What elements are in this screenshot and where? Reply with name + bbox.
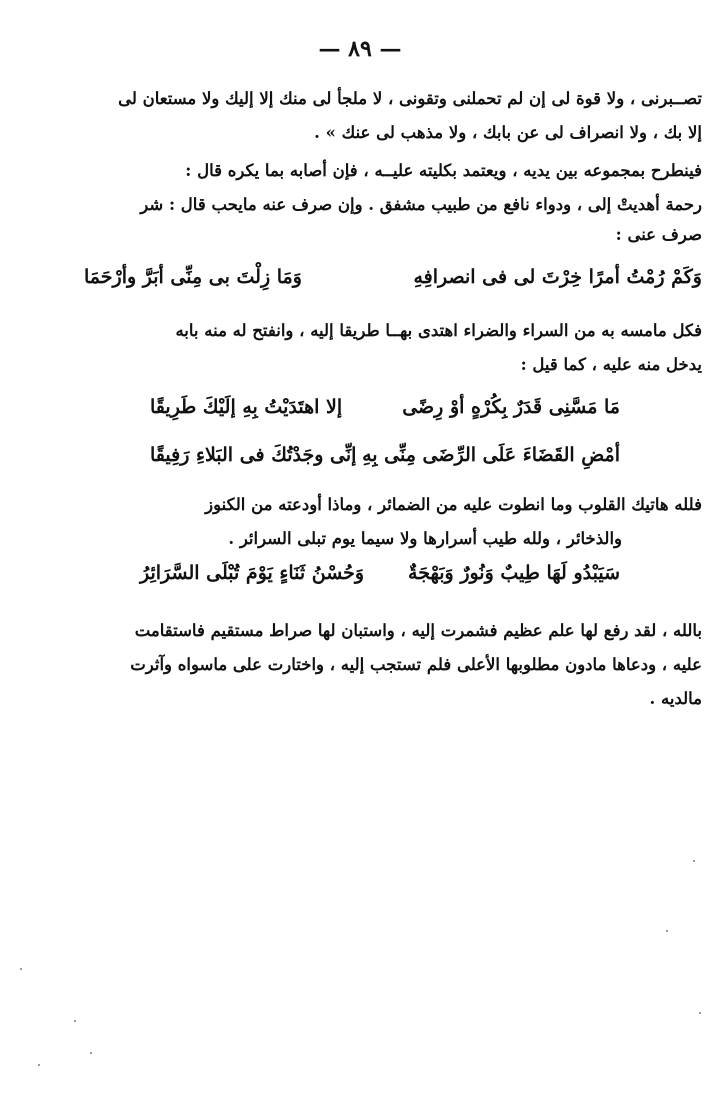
text-line: رحمة أهديتْ إلى ، ودواء نافع من طبيب مشفق . وإن صرف عنه مايحب قال : شر	[140, 195, 702, 214]
scan-speck	[666, 930, 668, 932]
text-line: تصــبرنى ، ولا قوة لى إن لم تحملنى وتقونى ، لا ملجأ لى منك إلا إليك ولا مستعان لى	[118, 89, 702, 108]
verse-first-hemistich: أمْضِ القَضَاءَ عَلَى الرِّضَى مِنِّى بِهِ	[362, 444, 620, 466]
text-line: مالديه .	[649, 689, 702, 708]
paragraph-1	[84, 82, 702, 150]
text-line: فينطرح بمجموعه بين يديه ، ويعتمد بكليته عليــه ، فإن أصابه بما يكره قال :	[185, 161, 702, 180]
text-line: عليه ، ودعاها مادون مطلوبها الأعلى فلم تستجب إليه ، واختارت على ماسواه وآثرت	[130, 655, 702, 674]
verse-3	[150, 444, 620, 480]
text-line: والذخائر ، ولله طيب أسرارها ولا سيما يوم تبلى السرائر .	[228, 529, 622, 548]
page-number: — ٨٩ —	[318, 36, 402, 62]
verse-second-hemistich: إنِّى وجَدْتُكَ فى البَلاءِ رَفِيقًا	[150, 444, 357, 466]
verse-second-hemistich: وَمَا زِلْتَ بى مِنِّى أبَرَّ وأرْحَمَا	[84, 266, 302, 288]
verse-2	[150, 396, 620, 432]
scan-speck	[693, 860, 695, 862]
paragraph-5	[84, 614, 702, 716]
paragraph-3	[84, 314, 702, 382]
paragraph-2	[84, 154, 702, 248]
verse-first-hemistich: وَكَمْ رُمْتُ أمرًا خِرْتَ لى فى انصرافِهِ	[413, 266, 702, 288]
verse-first-hemistich: سَيَبْدُو لَهَا طِيبٌ وَنُورٌ وَبَهْجَةٌ	[408, 562, 620, 584]
text-line: فلله هاتيك القلوب وما انطوت عليه من الضمائر ، وماذا أودعته من الكنوز	[205, 495, 702, 514]
verse-1	[84, 266, 702, 302]
text-line: فكل مامسه به من السراء والضراء اهتدى بهــا طريقا إليه ، وانفتح له منه بابه	[175, 321, 702, 340]
scan-speck	[90, 1052, 92, 1054]
verse-4	[140, 562, 620, 598]
verse-second-hemistich: إلا اهتَدَيْتُ بِهِ إلَيْكَ طَرِيقًا	[150, 396, 343, 418]
text-line: بالله ، لقد رفع لها علم عظيم فشمرت إليه ، واستبان لها صراط مستقيم فاستقامت	[134, 621, 702, 640]
scan-speck	[699, 1012, 701, 1014]
scan-speck	[74, 1020, 76, 1022]
text-line: يدخل منه عليه ، كما قيل :	[520, 355, 702, 374]
scan-speck	[38, 1064, 40, 1066]
scan-speck	[20, 968, 22, 970]
text-line: صرف عنى :	[615, 225, 702, 244]
verse-first-hemistich: مَا مَسَّنِى قَدَرٌ بِكُرْهٍ أوْ رِضًى	[402, 396, 620, 418]
text-line: إلا بك ، ولا انصراف لى عن بابك ، ولا مذهب لى عنك » .	[314, 123, 702, 142]
verse-second-hemistich: وَحُسْنُ ثَنَاءٍ يَوْمَ تُبْلَى السَّرَائِرُ	[140, 562, 365, 584]
paragraph-4	[84, 488, 702, 556]
